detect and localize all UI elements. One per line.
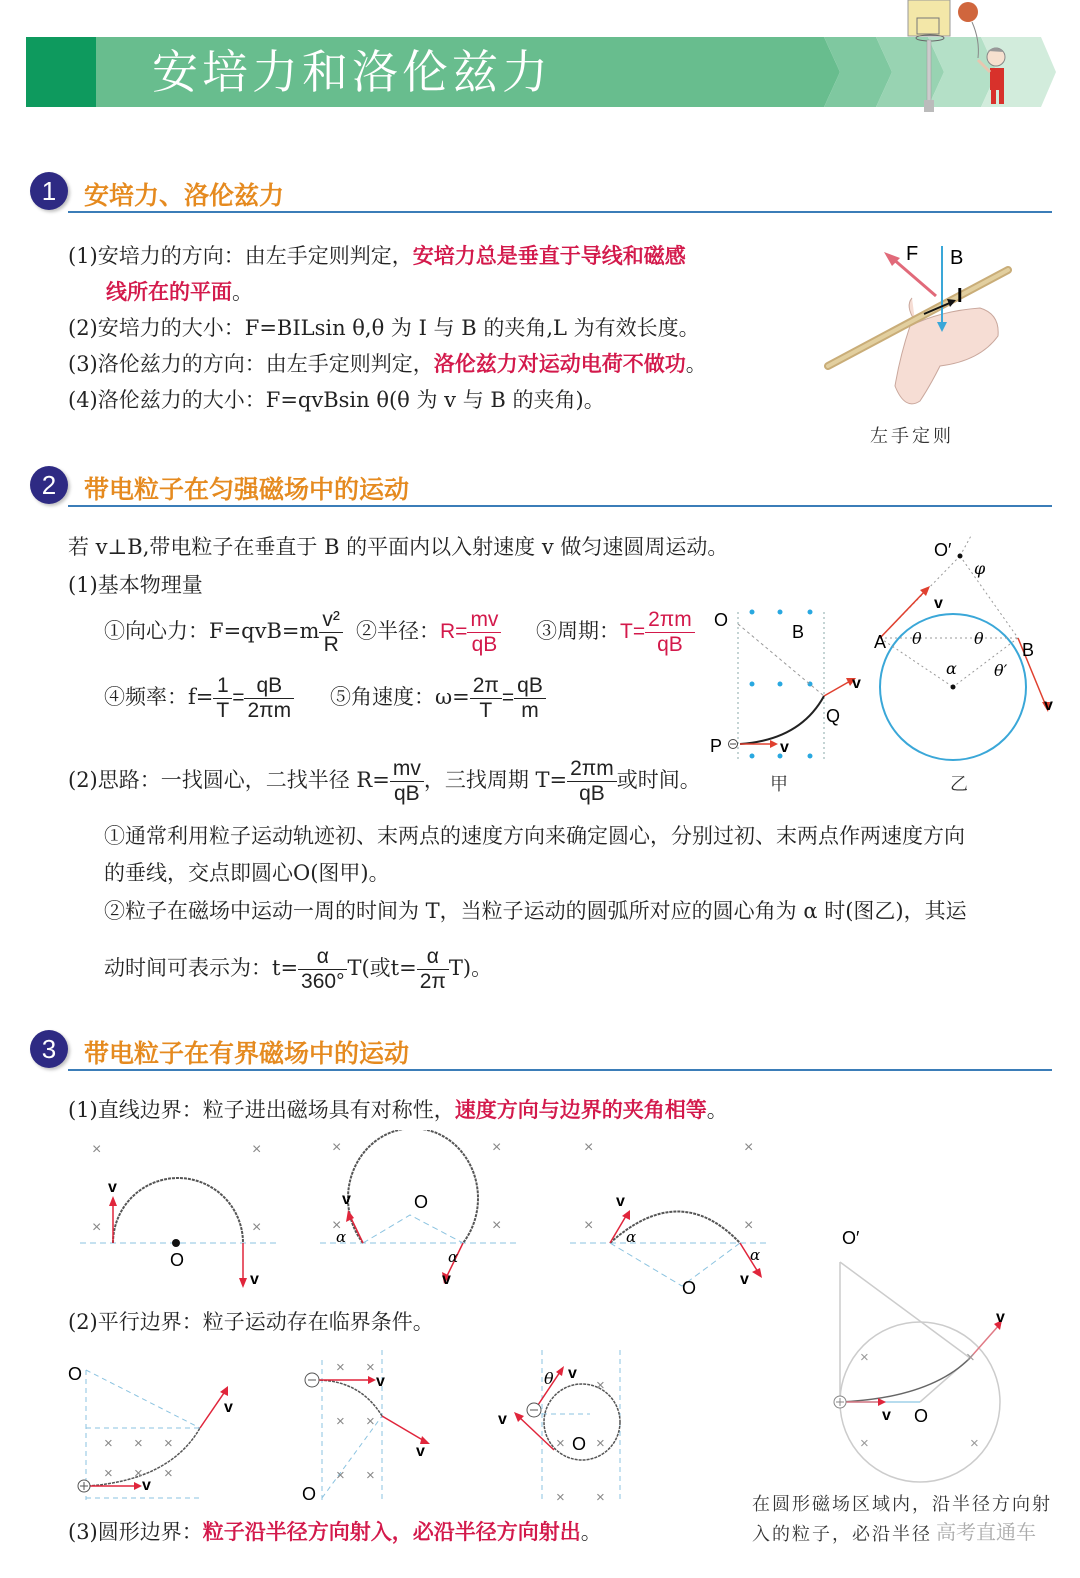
svg-text:v: v [498,1411,507,1428]
svg-text:O: O [914,1406,929,1426]
svg-text:×: × [336,1413,345,1430]
s3-item-3-prefix: (3)圆形边界： [68,1520,203,1544]
s1-item-1-highlight: 安培力总是垂直于导线和磁感 [412,244,686,268]
note-end: T)。 [448,956,493,980]
s3-item-2: (2)平行边界：粒子运动存在临界条件。 [68,1310,434,1334]
formula-label: ③周期： [536,619,620,643]
svg-text:×: × [556,1435,565,1452]
frac-den: 2πm [247,699,292,722]
svg-text:O: O [414,1192,429,1212]
s1-item-3-prefix: (3)洛伦兹力的方向：由左手定则判定， [68,352,434,376]
jia-B-label: B [792,622,805,642]
svg-text:×: × [584,1139,594,1156]
svg-text:O: O [302,1484,317,1504]
yi-Oprime-label: O′ [934,540,952,560]
svg-text:α: α [626,1228,637,1246]
svg-text:v: v [740,1271,749,1288]
section-title-2: 带电粒子在匀强磁场中的运动 [84,475,410,504]
svg-text:×: × [492,1217,502,1234]
left-hand-rule-figure [820,236,1030,416]
formula-radius [356,608,501,657]
formula-lhs: R= [440,620,468,643]
s3-item-1 [68,1095,728,1125]
figure-yi-caption: 乙 [950,774,971,795]
section-title-1: 安培力、洛伦兹力 [84,181,285,210]
field-label: B [950,247,964,269]
frac-num: qB [514,674,546,699]
svg-text:×: × [92,1219,102,1236]
s3-item-3 [68,1517,602,1547]
svg-text:×: × [164,1435,173,1452]
s1-item-1-prefix: (1)安培力的方向：由左手定则判定， [68,244,413,268]
svg-text:O: O [170,1250,185,1270]
banner-dark-block [26,37,96,107]
svg-text:O: O [68,1364,83,1384]
straight-boundary-diagrams [70,1130,790,1300]
svg-text:×: × [134,1435,143,1452]
frac-num: 2πm [567,757,617,782]
s2-sub1-title: (1)基本物理量 [68,573,203,597]
frac-den: T [479,699,493,722]
figure-jia-caption: 甲 [770,774,791,795]
svg-text:α: α [336,1228,347,1246]
svg-text:v: v [416,1443,425,1460]
svg-text:v: v [250,1271,259,1288]
s1-item-3-suffix: 。 [685,352,707,376]
circular-boundary-diagram [820,1220,1030,1490]
frac-den: 2π [419,970,446,993]
s2-intro: 若 v⊥B,带电粒子在垂直于 B 的平面内以入射速度 v 做匀速圆周运动。 [68,535,729,559]
svg-text:×: × [584,1217,594,1234]
svg-text:α: α [750,1246,761,1264]
formula-label: ①向心力：F=qvB=m [104,619,320,643]
s2-note2-line1: ②粒子在磁场中运动一周的时间为 T，当粒子运动的圆弧所对应的圆心角为 α 时(图乙)，其运 [104,899,967,923]
svg-text:×: × [860,1435,869,1452]
s2-note1-line2: 的垂线，交点即圆心O(图甲)。 [104,861,390,885]
svg-text:×: × [332,1217,342,1234]
s1-item-1-suffix: 。 [232,280,253,304]
svg-text:×: × [252,1141,262,1158]
yi-theta1-label: θ [912,629,922,648]
yi-alpha-label: α [946,659,957,678]
svg-text:O′: O′ [842,1228,860,1248]
formula-label: ②半径： [356,619,440,643]
s1-item-1-highlight2: 线所在的平面 [106,280,232,304]
svg-text:v: v [442,1271,451,1288]
s3-item-1-prefix: (1)直线边界：粒子进出磁场具有对称性， [68,1098,455,1122]
svg-text:v: v [342,1191,351,1208]
s3-item-1-highlight: 速度方向与边界的夹角相等 [454,1098,707,1122]
svg-text:×: × [492,1139,502,1156]
watermark: 高考直通车 [936,1520,1036,1544]
svg-text:×: × [970,1435,979,1452]
svg-text:×: × [164,1465,173,1482]
basketball-player-icon [900,0,1030,112]
yi-v1-label: v [934,595,943,612]
s1-item-3 [68,349,707,379]
frac-num: 1 [213,674,232,699]
svg-text:O: O [572,1434,587,1454]
frac-den: T [216,699,230,722]
section-rule-2 [68,505,1052,507]
svg-text:v: v [108,1179,117,1196]
frac-den: qB [579,782,605,805]
yi-v2-label: v [1044,697,1053,714]
s1-item-4: (4)洛伦兹力的大小：F=qvBsin θ(θ 为 v 与 B 的夹角)。 [68,388,605,412]
svg-text:v: v [616,1193,625,1210]
frac-den: qB [471,633,498,656]
frac-num: qB [244,674,294,699]
s3-item-3-highlight: 粒子沿半径方向射入，必沿半径方向射出 [202,1520,581,1544]
svg-text:×: × [332,1139,342,1156]
formula-centripetal [104,608,343,657]
svg-text:v: v [376,1373,385,1390]
svg-text:×: × [366,1413,375,1430]
svg-text:v: v [568,1365,577,1382]
jia-O-label: O [714,610,729,630]
frac-num: mv [467,608,501,633]
svg-text:×: × [366,1467,375,1484]
method-suffix: 或时间。 [616,768,701,792]
s3-item-3-suffix: 。 [580,1520,602,1544]
current-label: I [957,285,963,307]
svg-text:v: v [224,1399,233,1416]
note-mid: T(或t= [347,956,417,980]
svg-text:×: × [134,1465,143,1482]
svg-text:v: v [996,1309,1005,1326]
figure-yi [860,530,1070,770]
section-title-3: 带电粒子在有界磁场中的运动 [84,1039,410,1068]
frac-den: 360° [301,970,345,993]
yi-phi-label: φ [974,559,986,578]
svg-text:×: × [556,1489,565,1506]
note-prefix: 动时间可表示为：t= [104,956,299,980]
formula-lhs: T= [620,620,646,643]
svg-text:α: α [448,1248,459,1266]
page-title: 安培力和洛伦兹力 [152,45,552,99]
svg-text:×: × [860,1349,869,1366]
s1-item-2: (2)安培力的大小：F=BILsin θ,θ 为 I 与 B 的夹角,L 为有效长度。 [68,316,700,340]
svg-text:×: × [92,1141,102,1158]
section-number-2: 2 [30,466,68,504]
s1-item-1-cont [106,277,253,307]
svg-text:θ: θ [544,1369,554,1388]
frac-num: 2π [470,674,502,699]
yi-theta2-label: θ [974,629,984,648]
method-prefix: (2)思路：一找圆心，二找半径 R= [68,768,390,792]
svg-text:v: v [142,1477,151,1494]
svg-text:×: × [104,1465,113,1482]
svg-text:×: × [596,1489,605,1506]
jia-P-label: P [710,736,723,756]
s2-note1-line1: ①通常利用粒子运动轨迹初、末两点的速度方向来确定圆心，分别过初、末两点作两速度方向 [104,824,965,848]
svg-text:×: × [336,1467,345,1484]
formula-frequency: ④频率：f= $\frac{1}{T}$ = $\frac{qB}{2\pi m}$ [104,674,294,723]
frac-num: 2πm [645,608,695,633]
frac-den: qB [393,782,420,805]
force-label: F [906,243,919,265]
svg-text:×: × [744,1217,754,1234]
circle-caption-line1: 在圆形磁场区域内，沿半径方向射 [752,1494,1052,1515]
s2-note2-line2 [104,945,492,994]
svg-text:×: × [966,1349,975,1366]
circle-caption-line2: 入的粒子，必沿半径 [752,1524,932,1545]
left-hand-rule-caption: 左手定则 [870,426,954,447]
jia-Q-label: Q [826,706,841,726]
frac-den: m [521,699,539,722]
frac-num: mv [390,757,424,782]
svg-text:×: × [596,1377,605,1394]
svg-text:×: × [744,1139,754,1156]
frac-den: R [323,633,339,656]
svg-text:×: × [104,1435,113,1452]
section-number-3: 3 [30,1030,68,1068]
s1-item-1 [68,241,686,271]
s2-sub2-method [68,757,701,806]
formula-label: ⑤角速度：ω= [330,685,470,709]
section-number-1: 1 [30,172,68,210]
svg-text:×: × [596,1435,605,1452]
yi-thetaprime-label: θ′ [994,661,1008,680]
formula-label: ④频率：f= [104,685,214,709]
yi-A-label: A [874,632,887,652]
frac-num: α [417,945,449,970]
frac-num: v² [319,608,343,633]
jia-v1-label: v [780,739,789,756]
s1-item-3-highlight: 洛伦兹力对运动电荷不做功 [433,352,686,376]
parallel-boundary-diagrams [60,1350,650,1510]
svg-text:O: O [682,1278,697,1298]
section-rule-3 [68,1069,1052,1071]
section-rule-1 [68,211,1052,213]
svg-text:×: × [336,1359,345,1376]
jia-v2-label: v [852,675,861,692]
svg-text:v: v [882,1407,891,1424]
svg-text:×: × [366,1359,375,1376]
formula-angular-velocity: ⑤角速度：ω= $\frac{2\pi}{T}$ = $\frac{qB}{m}$ [330,674,546,723]
formula-period [536,608,695,657]
method-mid: ，三找周期 T= [423,768,568,792]
yi-B-label: B [1022,640,1035,660]
svg-text:×: × [252,1219,262,1236]
frac-den: qB [657,633,683,656]
s3-item-1-suffix: 。 [706,1098,728,1122]
frac-num: α [298,945,347,970]
